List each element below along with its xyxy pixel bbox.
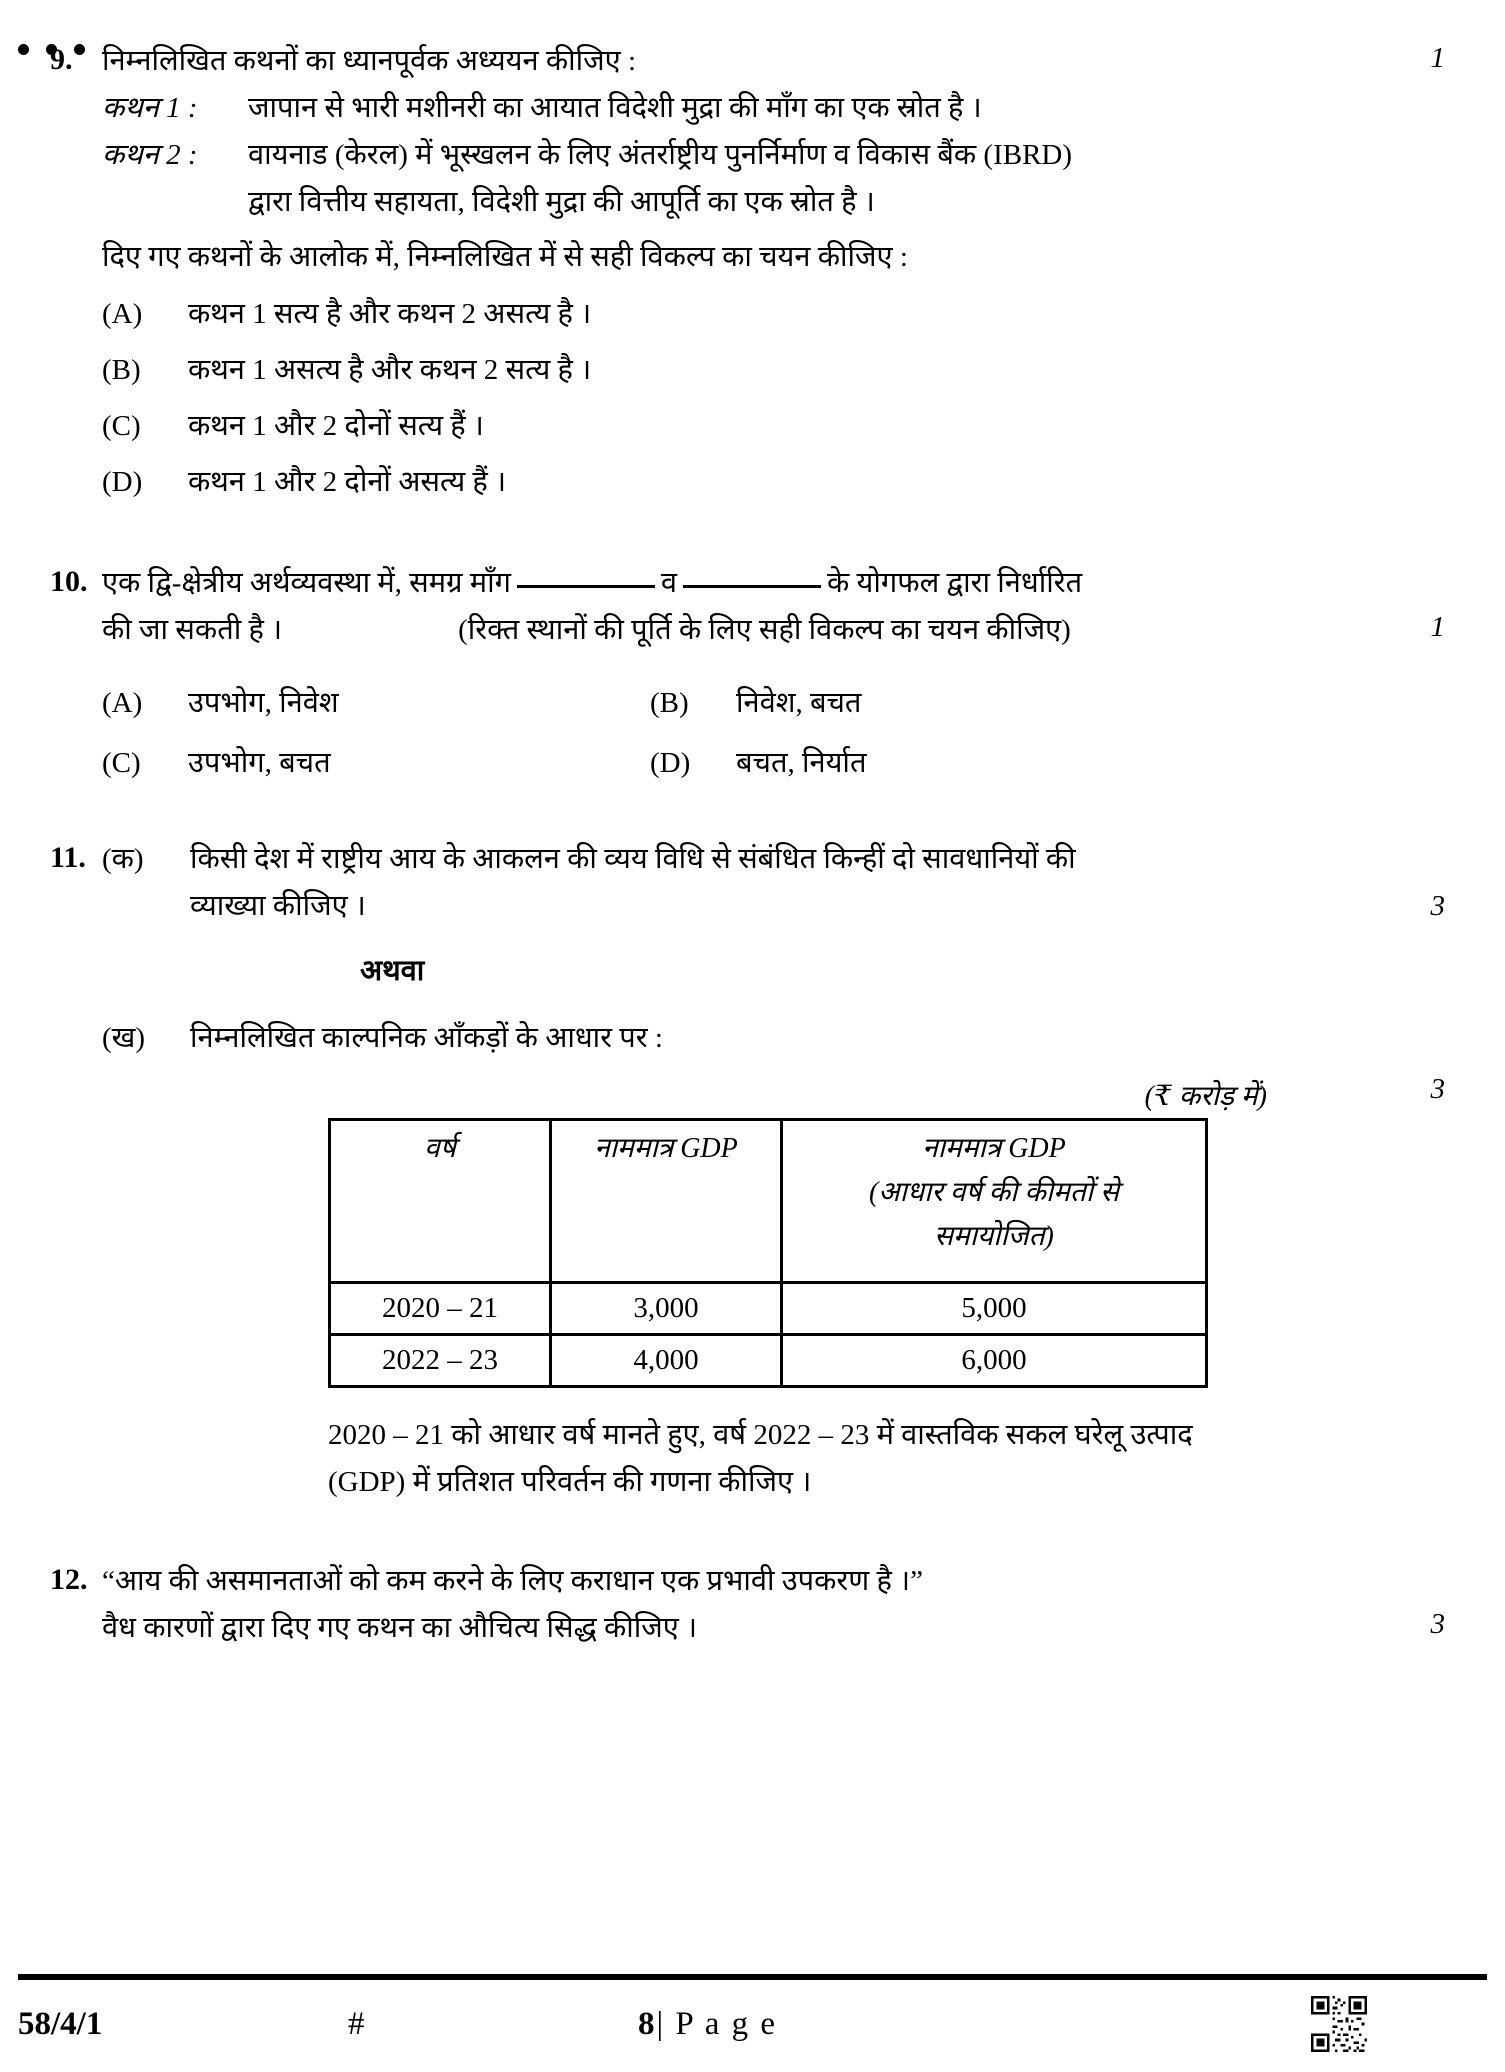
cell-nominal-gdp: 3,000 bbox=[551, 1283, 782, 1335]
option-c-text: कथन 1 और 2 दोनों सत्य हैं । bbox=[188, 410, 484, 442]
question-9-option-a[interactable] bbox=[102, 291, 1465, 337]
question-9-option-d[interactable] bbox=[102, 459, 1465, 505]
question-11-part-a-marks: 3 bbox=[1430, 890, 1445, 922]
part-a-key: (क) bbox=[102, 843, 144, 875]
option-b-key: (B) bbox=[650, 687, 689, 719]
part-b-line-1: निम्नलिखित काल्पनिक आँकड़ों के आधार पर : bbox=[190, 1022, 663, 1054]
after-table-line-2: (GDP) में प्रतिशत परिवर्तन की गणना कीजिए । bbox=[328, 1466, 812, 1498]
question-9-statement-2 bbox=[102, 132, 1465, 179]
qr-code-icon bbox=[1311, 1996, 1367, 2052]
question-9-marks: 1 bbox=[1430, 42, 1445, 74]
question-10-marks: 1 bbox=[1430, 611, 1445, 643]
option-a-text: कथन 1 सत्य है और कथन 2 असत्य है । bbox=[188, 298, 592, 330]
cell-adjusted-gdp: 5,000 bbox=[782, 1283, 1207, 1335]
page-word: P a g e bbox=[675, 2005, 778, 2042]
option-c-text: उपभोग, बचत bbox=[188, 747, 331, 779]
question-10-number: 10. bbox=[50, 565, 88, 598]
question-10-options-row-2 bbox=[102, 740, 1465, 786]
option-a-key: (A) bbox=[102, 298, 143, 330]
option-b-key: (B) bbox=[102, 354, 141, 386]
option-c-key: (C) bbox=[102, 747, 141, 779]
table-header-row bbox=[330, 1120, 1207, 1283]
part-a-line-1: किसी देश में राष्ट्रीय आय के आकलन की व्यय विधि से संबंधित किन्हीं दो सावधानियों की bbox=[190, 843, 1076, 875]
cell-year: 2022 – 23 bbox=[330, 1335, 551, 1387]
blank-1 bbox=[517, 585, 655, 588]
option-c-key: (C) bbox=[102, 410, 141, 442]
question-10 bbox=[40, 560, 1465, 786]
gdp-table bbox=[328, 1118, 1208, 1388]
statement-2-text: वायनाड (केरल) में भूस्खलन के लिए अंतर्राष्ट्रीय पुनर्निर्माण व विकास बैंक (IBRD) bbox=[248, 139, 1073, 171]
part-b-after-table bbox=[328, 1412, 1465, 1506]
option-b-text: निवेश, बचत bbox=[736, 687, 862, 719]
header-adjusted-line-3: समायोजित) bbox=[934, 1221, 1054, 1252]
option-a-text: उपभोग, निवेश bbox=[188, 687, 339, 719]
question-11-part-a bbox=[102, 836, 1465, 930]
question-9-stem: निम्नलिखित कथनों का ध्यानपूर्वक अध्ययन कीजिए : bbox=[102, 45, 637, 77]
question-10-stem-line-2 bbox=[102, 607, 1465, 654]
question-10-hint: (रिक्त स्थानों की पूर्ति के लिए सही विकल्प का चयन कीजिए) bbox=[458, 614, 1071, 646]
question-11 bbox=[40, 836, 1465, 1506]
question-10-stem-line2-text: की जा सकती है । bbox=[102, 614, 283, 646]
question-11-part-b bbox=[102, 1015, 1465, 1062]
header-year-line-1: वर्ष bbox=[424, 1133, 456, 1164]
cell-year: 2020 – 21 bbox=[330, 1283, 551, 1335]
table-header-year bbox=[330, 1120, 551, 1283]
blank-2 bbox=[683, 585, 821, 588]
question-12-marks: 3 bbox=[1430, 1608, 1445, 1640]
option-d-key: (D) bbox=[102, 466, 143, 498]
qr-code-svg bbox=[1311, 1996, 1367, 2052]
question-10-stem-line-1 bbox=[102, 560, 1465, 607]
header-adjusted-line-2: (आधार वर्ष की कीमतों से bbox=[868, 1177, 1119, 1208]
question-10-stem-part-2: के योगफल द्वारा निर्धारित bbox=[827, 567, 1083, 599]
page-indicator bbox=[638, 2006, 968, 2043]
question-12-number: 12. bbox=[50, 1563, 88, 1596]
header-adjusted-line-1: नाममात्र GDP bbox=[922, 1133, 1066, 1164]
question-10-stem-conjunction: व bbox=[660, 567, 678, 599]
table-row bbox=[330, 1335, 1207, 1387]
table-unit-note: (₹ करोड़ में) bbox=[1144, 1081, 1267, 1112]
option-d-key: (D) bbox=[650, 747, 691, 779]
option-b-text: कथन 1 असत्य है और कथन 2 सत्य है । bbox=[188, 354, 592, 386]
question-9-statement-1 bbox=[102, 85, 1465, 132]
page-separator: | bbox=[656, 2005, 666, 2042]
cell-adjusted-gdp: 6,000 bbox=[782, 1335, 1207, 1387]
footer-hash-mark: # bbox=[348, 2005, 365, 2042]
table-header-adjusted-gdp bbox=[782, 1120, 1207, 1283]
question-9-option-b[interactable] bbox=[102, 347, 1465, 393]
question-10-option-b[interactable] bbox=[650, 680, 861, 726]
header-nominal-line-1: नाममात्र GDP bbox=[594, 1133, 738, 1164]
part-b-key: (ख) bbox=[102, 1022, 146, 1054]
question-11-number: 11. bbox=[50, 841, 86, 874]
statement-2-label: कथन 2 : bbox=[102, 139, 198, 171]
question-10-option-a[interactable] bbox=[102, 680, 650, 726]
option-d-text: बचत, निर्यात bbox=[736, 747, 867, 779]
after-table-line-1: 2020 – 21 को आधार वर्ष मानते हुए, वर्ष 2022 – 23 में वास्तविक सकल घरेलू उत्पाद bbox=[328, 1419, 1193, 1451]
footer-divider bbox=[18, 1974, 1487, 1980]
question-9-option-c[interactable] bbox=[102, 403, 1465, 449]
cell-nominal-gdp: 4,000 bbox=[551, 1335, 782, 1387]
question-9 bbox=[40, 38, 1465, 505]
question-9-instruction: दिए गए कथनों के आलोक में, निम्नलिखित में से सही विकल्प का चयन कीजिए : bbox=[102, 241, 908, 273]
dot-icon bbox=[18, 44, 29, 55]
statement-1-label: कथन 1 : bbox=[102, 92, 198, 124]
table-header-nominal-gdp bbox=[551, 1120, 782, 1283]
question-10-option-c[interactable] bbox=[102, 740, 650, 786]
page-footer bbox=[18, 1986, 1487, 2062]
question-9-statement-2-cont: द्वारा वित्तीय सहायता, विदेशी मुद्रा की आपूर्ति का एक स्रोत है । bbox=[248, 186, 875, 218]
paper-code: 58/4/1 bbox=[18, 2005, 103, 2042]
page-number: 8 bbox=[638, 2005, 657, 2042]
option-d-text: कथन 1 और 2 दोनों असत्य हैं । bbox=[188, 466, 507, 498]
question-12-line-2: वैध कारणों द्वारा दिए गए कथन का औचित्य सिद्ध कीजिए । bbox=[102, 1612, 698, 1644]
question-9-number: 9. bbox=[50, 43, 73, 76]
question-12-line-1: “आय की असमानताओं को कम करने के लिए कराधान एक प्रभावी उपकरण है ।” bbox=[102, 1565, 924, 1597]
question-10-stem-part-1: एक द्वि-क्षेत्रीय अर्थव्यवस्था में, समग्र माँग bbox=[102, 567, 511, 599]
statement-1-text: जापान से भारी मशीनरी का आयात विदेशी मुद्रा की माँग का एक स्रोत है । bbox=[248, 92, 982, 124]
table-row bbox=[330, 1283, 1207, 1335]
or-separator: अथवा bbox=[360, 955, 425, 987]
question-11-part-b-marks: 3 bbox=[1430, 1073, 1445, 1105]
question-10-option-d[interactable] bbox=[650, 740, 866, 786]
question-12 bbox=[40, 1558, 1465, 1652]
option-a-key: (A) bbox=[102, 687, 143, 719]
exam-page bbox=[0, 38, 1505, 2072]
question-10-options-row-1 bbox=[102, 680, 1465, 726]
part-a-line-2: व्याख्या कीजिए । bbox=[190, 890, 366, 922]
